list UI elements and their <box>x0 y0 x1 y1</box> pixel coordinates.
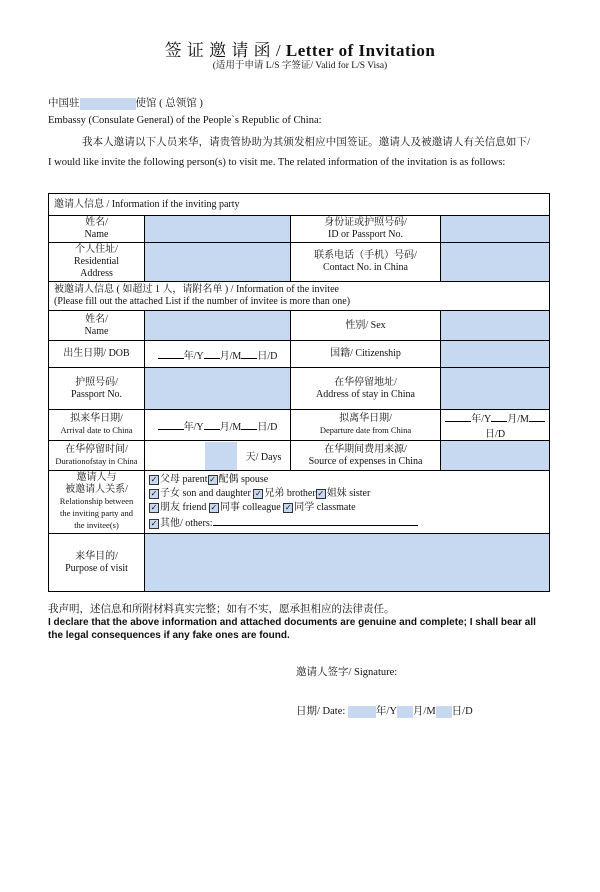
inviter-address-label <box>49 243 145 282</box>
title-en: Letter of Invitation <box>281 41 436 60</box>
departure-month-unit: 月/M <box>507 414 529 425</box>
dob-day-unit: 日/D <box>257 350 278 362</box>
invitee-name-cn: 姓名/ <box>85 313 108 325</box>
relationship-options <box>145 471 550 534</box>
invitation-form-table <box>48 193 550 592</box>
arrival-en: Arrival date to China <box>60 425 133 435</box>
departure-field[interactable] <box>441 410 550 441</box>
inviter-name-en: Name <box>84 229 109 240</box>
relationship-row-1 <box>149 473 545 487</box>
departure-year-blank[interactable] <box>445 411 471 422</box>
option-classmate: 同学 classmate <box>294 502 356 513</box>
signature-day-field[interactable] <box>436 706 452 718</box>
checkbox-brother[interactable]: ✓ <box>254 488 262 498</box>
dob-year-blank[interactable] <box>158 348 184 359</box>
inviter-name-cn: 姓名/ <box>85 217 108 228</box>
stay-address-cn: 在华停留地址/ <box>334 376 397 388</box>
expenses-label <box>291 441 441 471</box>
checkbox-spouse[interactable]: ✓ <box>209 474 216 484</box>
relationship-row-3 <box>149 501 545 515</box>
arrival-label <box>49 410 145 441</box>
signature-month-field[interactable] <box>397 706 413 718</box>
invitee-sex-field[interactable] <box>441 311 550 341</box>
inviter-contact-en: Contact No. in China <box>323 262 408 273</box>
signature-date-label: 日期/ Date: <box>296 706 346 717</box>
duration-spacer <box>145 442 205 470</box>
inviter-id-en: ID or Passport No. <box>328 229 403 240</box>
expenses-cn: 在华期间费用来源/ <box>324 443 407 455</box>
checkbox-sister[interactable]: ✓ <box>317 488 325 498</box>
invitee-section-line1: 被邀请人信息 ( 如超过 1 人，请附名单 ) / Information of the invitee <box>54 284 339 295</box>
departure-day-blank[interactable] <box>529 411 545 422</box>
option-others: 其他/ others: <box>160 518 213 529</box>
invitee-section-header <box>49 282 550 311</box>
option-spouse: 配偶 spouse <box>218 474 269 485</box>
embassy-prefix: 中国驻 <box>48 98 80 109</box>
departure-en: Departure date from China <box>319 425 412 435</box>
arrival-day-unit: 日/D <box>257 421 278 433</box>
expenses-en: Source of expenses in China <box>308 455 423 467</box>
embassy-name-field[interactable] <box>80 98 136 110</box>
stay-address-field[interactable] <box>441 368 550 410</box>
departure-month-blank[interactable] <box>491 411 507 422</box>
checkbox-friend[interactable]: ✓ <box>150 502 158 512</box>
inviter-name-label <box>49 216 145 243</box>
checkbox-children[interactable]: ✓ <box>150 488 158 498</box>
departure-cn: 拟离华日期/ <box>339 413 392 424</box>
relationship-row-2 <box>149 487 545 501</box>
arrival-cn: 拟来华日期/ <box>70 413 123 424</box>
rel-cn1: 邀请人与 <box>76 472 117 483</box>
arrival-day-blank[interactable] <box>241 419 257 430</box>
inviter-name-field[interactable] <box>145 216 291 243</box>
dob-month-blank[interactable] <box>204 348 220 359</box>
duration-days-unit: 天/ Days <box>245 452 282 463</box>
others-field[interactable] <box>213 515 418 526</box>
purpose-label <box>49 534 145 592</box>
invitee-section-line2: (Please fill out the attached List if the number of invitee is more than one) <box>54 296 351 307</box>
signature-year-field[interactable] <box>348 706 376 718</box>
declaration-en: I declare that the above information and attached documents are genuine and complete; I shall bear all the legal consequences if any fake ones are found. <box>48 617 536 641</box>
relationship-label <box>49 471 145 534</box>
embassy-line-cn <box>48 95 203 110</box>
invitee-sex-label: 性别/ Sex <box>291 311 441 341</box>
embassy-suffix: 使馆 ( 总领馆 ) <box>135 98 203 109</box>
passport-en: Passport No. <box>70 388 123 400</box>
dob-year-unit: 年/Y <box>183 350 204 362</box>
inviter-id-label <box>291 216 441 243</box>
stay-address-en: Address of stay in China <box>316 388 415 400</box>
intro-paragraph: 我本人邀请以下人员来华，请贵管协助为其颁发相应中国签证。邀请人及被邀请人有关信息如下/ I would like invite the following person(s) to visit me. The related information of the invitation is as follows: <box>48 137 530 168</box>
duration-en: Durationofstay in China <box>55 455 138 466</box>
form-subtitle: (适用于申请 L/S 字签证/ Valid for L/S Visa) <box>212 61 388 71</box>
inviter-contact-field[interactable] <box>441 243 550 282</box>
purpose-en: Purpose of visit <box>65 562 128 574</box>
arrival-month-unit: 月/M <box>219 421 242 433</box>
inviter-id-field[interactable] <box>441 216 550 243</box>
option-friend: 朋友 friend <box>160 502 207 513</box>
citizenship-field[interactable] <box>441 341 550 368</box>
declaration-cn: 我声明，述信息和所附材料真实完整；如有不实，愿承担相应的法律责任。 <box>48 604 395 615</box>
checkbox-colleague[interactable]: ✓ <box>210 502 218 512</box>
inviter-contact-cn: 联系电话（手机）号码/ <box>314 250 417 261</box>
inviter-contact-label <box>291 243 441 282</box>
inviter-addr-en1: Residential <box>74 256 119 267</box>
invitee-name-en: Name <box>84 325 109 337</box>
passport-cn: 护照号码/ <box>75 376 118 388</box>
inviter-id-cn: 身份证或护照号码/ <box>324 217 407 228</box>
signature-label: 邀请人签字/ Signature: <box>296 667 398 678</box>
purpose-cn: 来华目的/ <box>75 550 118 562</box>
duration-days-blank[interactable] <box>205 442 237 470</box>
checkbox-others[interactable]: ✓ <box>150 518 158 528</box>
title-cn: 签 证 邀 请 函 / <box>164 41 282 60</box>
embassy-line-en: Embassy (Consulate General) of the People`s Republic of China: <box>48 115 322 126</box>
signature-month-unit: 月/M <box>412 706 436 717</box>
departure-label <box>291 410 441 441</box>
rel-en3: the invitee(s) <box>74 520 119 530</box>
rel-en2: the inviting party and <box>60 508 133 518</box>
signature-date-line <box>296 703 473 718</box>
dob-label: 出生日期/ DOB <box>49 341 145 368</box>
relationship-row-4 <box>149 515 545 531</box>
passport-field[interactable] <box>145 368 291 410</box>
inviter-addr-en2: Address <box>80 268 113 279</box>
option-brother: 兄弟 brother <box>264 488 316 499</box>
duration-field[interactable] <box>145 441 291 471</box>
dob-month-unit: 月/M <box>219 350 242 362</box>
inviter-addr-cn: 个人住址/ <box>75 244 118 255</box>
stay-address-label <box>291 368 441 410</box>
rel-cn2: 被邀请人关系/ <box>65 484 128 495</box>
option-children: 子女 son and daughter <box>160 488 251 499</box>
option-colleague: 同事 colleague <box>219 502 281 513</box>
duration-label <box>49 441 145 471</box>
option-parent: 父母 parent <box>160 474 208 485</box>
passport-label <box>49 368 145 410</box>
departure-day-unit: 日/D <box>485 429 506 440</box>
departure-year-unit: 年/Y <box>471 414 492 425</box>
arrival-month-blank[interactable] <box>204 419 220 430</box>
dob-day-blank[interactable] <box>241 348 257 359</box>
dob-field[interactable] <box>145 341 291 368</box>
invitee-name-label <box>49 311 145 341</box>
checkbox-classmate[interactable]: ✓ <box>284 502 292 512</box>
arrival-year-unit: 年/Y <box>183 421 204 433</box>
arrival-field[interactable] <box>145 410 291 441</box>
inviter-address-field[interactable] <box>145 243 291 282</box>
signature-day-unit: 日/D <box>451 706 473 717</box>
duration-cn: 在华停留时间/ <box>65 443 128 455</box>
expenses-field[interactable] <box>441 441 550 471</box>
option-sister: 姐妹 sister <box>326 488 371 499</box>
arrival-year-blank[interactable] <box>158 419 184 430</box>
invitee-name-field[interactable] <box>145 311 291 341</box>
inviter-section-header: 邀请人信息 / Information if the inviting party <box>49 194 550 216</box>
rel-en1: Relationship between <box>59 496 134 506</box>
signature-year-unit: 年/Y <box>375 706 397 717</box>
checkbox-parent[interactable]: ✓ <box>150 474 158 484</box>
citizenship-label: 国籍/ Citizenship <box>291 341 441 368</box>
purpose-field[interactable] <box>145 534 550 592</box>
